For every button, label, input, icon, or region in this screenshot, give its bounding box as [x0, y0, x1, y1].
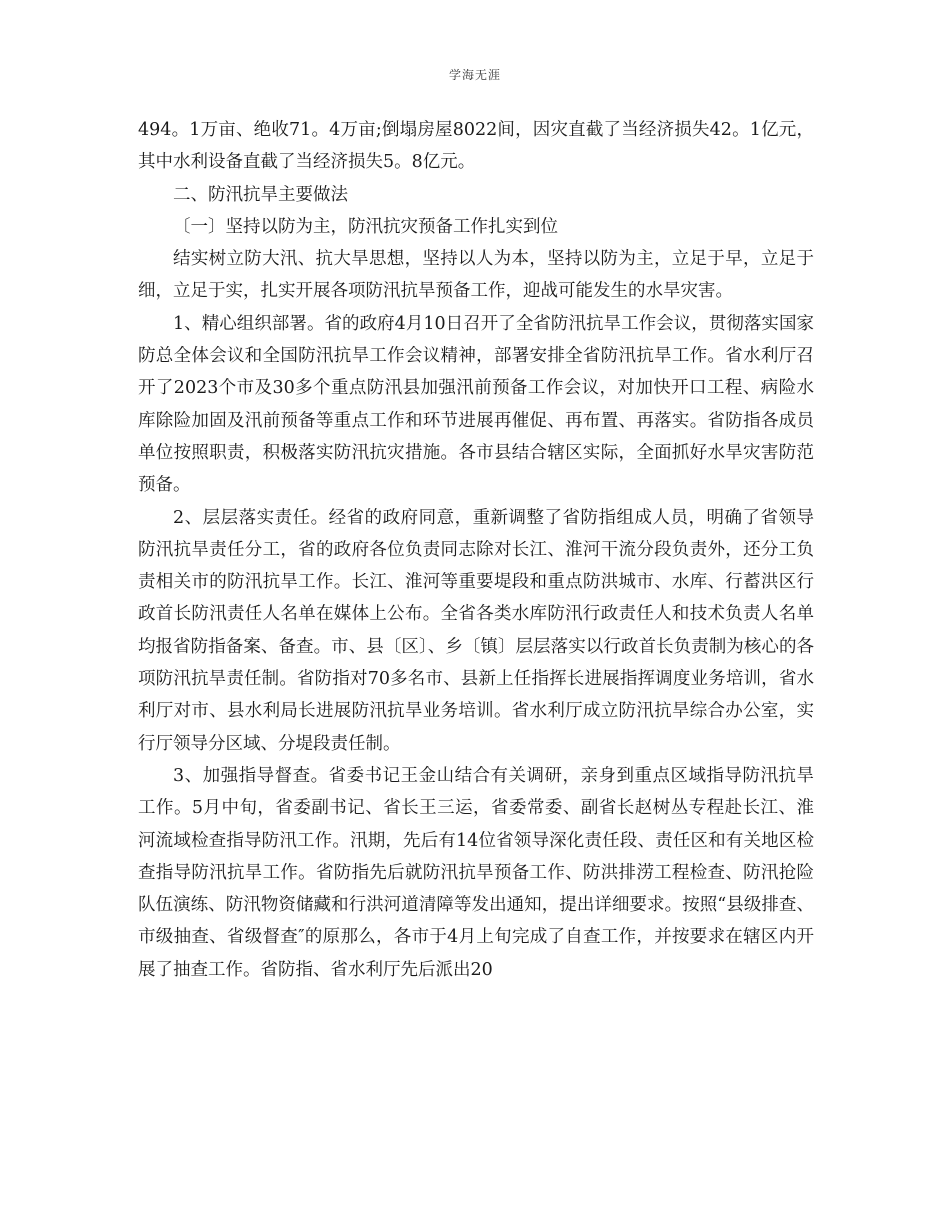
page-header: 学海无涯	[448, 68, 501, 82]
paragraph-organize-deploy: 1、精心组织部署。省的政府4月10日召开了全省防汛抗旱工作会议，贯彻落实国家防总全体会议和全国防汛抗旱工作会议精神，部署安排全省防汛抗旱工作。省水利厅召开了2023个市及30多个重点防汛县加强汛前预备工作会议，对加快开口工程、病险水库除险加固及汛前预备等重点工作和环节进展再催促、再布置、再落实。省防指各成员单位按照职责，积极落实防汛抗灾措施。各市县结合辖区实际，全面抓好水旱灾害防范预备。	[138, 313, 814, 496]
subsection-heading-prevention: 〔一〕坚持以防为主，防汛抗灾预备工作扎实到位	[173, 216, 558, 237]
document-body	[138, 114, 814, 986]
paragraph-prevention-intro: 结实树立防大汛、抗大旱思想，坚持以人为本，坚持以防为主，立足于早，立足于细，立足于实，扎实开展各项防汛抗旱预备工作，迎战可能发生的水旱灾害。	[138, 249, 814, 302]
section-heading-main-measures: 二、防汛抗旱主要做法	[173, 184, 348, 205]
paragraph-implement-responsibility: 2、层层落实责任。经省的政府同意，重新调整了省防指组成人员，明确了省领导防汛抗旱责任分工，省的政府各位负责同志除对长江、淮河干流分段负责外，还分工负责相关市的防汛抗旱工作。长江、淮河等重要堤段和重点防洪城市、水库、行蓄洪区行政首长防汛责任人名单在媒体上公布。全省各类水库防汛行政责任人和技术负责人名单均报省防指备案、备查。市、县〔区〕、乡〔镇〕层层落实以行政首长负责制为核心的各项防汛抗旱责任制。省防指对70多名市、县新上任指挥长进展指挥调度业务培训，省水利厅对市、县水利局长进展防汛抗旱业务培训。省水利厅成立防汛抗旱综合办公室，实行厅领导分区域、分堤段责任制。	[138, 507, 814, 754]
paragraph-loss-stats: 494。1万亩、绝收71。4万亩;倒塌房屋8022间，因灾直截了当经济损失42。1亿元，其中水利设备直截了当经济损失5。8亿元。	[138, 120, 814, 173]
paragraph-strengthen-inspection: 3、加强指导督查。省委书记王金山结合有关调研，亲身到重点区域指导防汛抗旱工作。5月中旬，省委副书记、省长王三运，省委常委、副省长赵树丛专程赴长江、淮河流域检查指导防汛工作。汛期，先后有14位省领导深化责任段、责任区和有关地区检查指导防汛抗旱工作。省防指先后就防汛抗旱预备工作、防洪排涝工程检查、防汛抢险队伍演练、防汛物资储藏和行洪河道清障等发出通知，提出详细要求。按照“县级排查、市级抽查、省级督查″的原那么，各市于4月上旬完成了自查工作，并按要求在辖区内开展了抽查工作。省防指、省水利厅先后派出20	[138, 765, 814, 980]
